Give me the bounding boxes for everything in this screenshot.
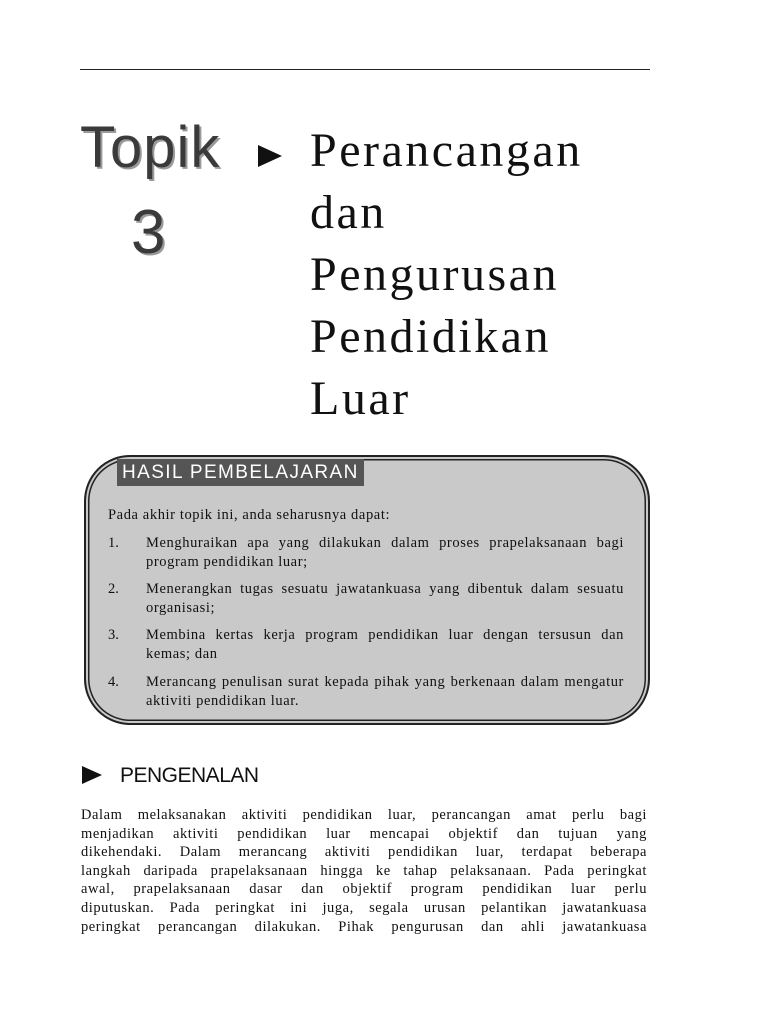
title-arrow-icon bbox=[258, 145, 282, 167]
paragraph-line: langkah daripada prapelaksanaan hingga ke tahap pelaksanaan. Pada peringkat bbox=[81, 862, 647, 879]
paragraph-line: awal, prapelaksanaan dasar dan objektif program pendidikan luar perlu bbox=[81, 881, 647, 898]
section-heading: PENGENALAN bbox=[120, 764, 259, 787]
learning-outcomes-label: HASIL PEMBELAJARAN bbox=[117, 459, 364, 486]
outcome-text: Merancang penulisan surat kepada pihak yang berkenaan dalam mengatur aktiviti pendidikan luar. bbox=[146, 674, 624, 709]
chapter-title-line: dan bbox=[310, 186, 387, 239]
learning-outcomes-intro: Pada akhir topik ini, anda seharusnya dapat: bbox=[108, 507, 391, 523]
outcome-number: 1. bbox=[108, 535, 119, 551]
paragraph-line: Dalam melaksanakan aktiviti pendidikan luar, perancangan amat perlu bagi bbox=[81, 807, 647, 823]
paragraph-line: peringkat perancangan dilakukan. Pihak pengurusan dan ahli jawatankuasa bbox=[81, 918, 647, 935]
outcome-text: Membina kertas kerja program pendidikan luar dengan tersusun dan kemas; dan bbox=[146, 627, 624, 662]
chapter-title-line: Perancangan bbox=[310, 124, 583, 177]
outcome-text: Menghuraikan apa yang dilakukan dalam proses prapelaksanaan bagi program pendidikan luar; bbox=[146, 535, 624, 570]
intro-paragraph bbox=[81, 806, 647, 936]
chapter-title-line: Pendidikan bbox=[310, 310, 551, 363]
topic-number: 3 bbox=[131, 198, 166, 267]
outcome-number: 2. bbox=[108, 581, 119, 597]
topic-word: Topik bbox=[80, 115, 221, 180]
outcome-number: 3. bbox=[108, 627, 119, 643]
chapter-title-line: Luar bbox=[310, 372, 411, 425]
top-rule bbox=[80, 69, 650, 70]
chapter-title bbox=[310, 120, 640, 430]
chapter-title-line: Pengurusan bbox=[310, 248, 559, 301]
paragraph-line: dikehendaki. Dalam merancang aktiviti pendidikan luar, terdapat beberapa bbox=[81, 844, 647, 861]
section-arrow-icon bbox=[82, 766, 102, 784]
paragraph-line: menjadikan aktiviti pendidikan luar mencapai objektif dan tujuan yang bbox=[81, 825, 647, 842]
paragraph-line: diputuskan. Pada peringkat ini juga, segala urusan pelantikan jawatankuasa bbox=[81, 899, 647, 916]
outcome-number: 4. bbox=[108, 674, 119, 690]
outcome-text: Menerangkan tugas sesuatu jawatankuasa yang dibentuk dalam sesuatu organisasi; bbox=[146, 581, 624, 616]
